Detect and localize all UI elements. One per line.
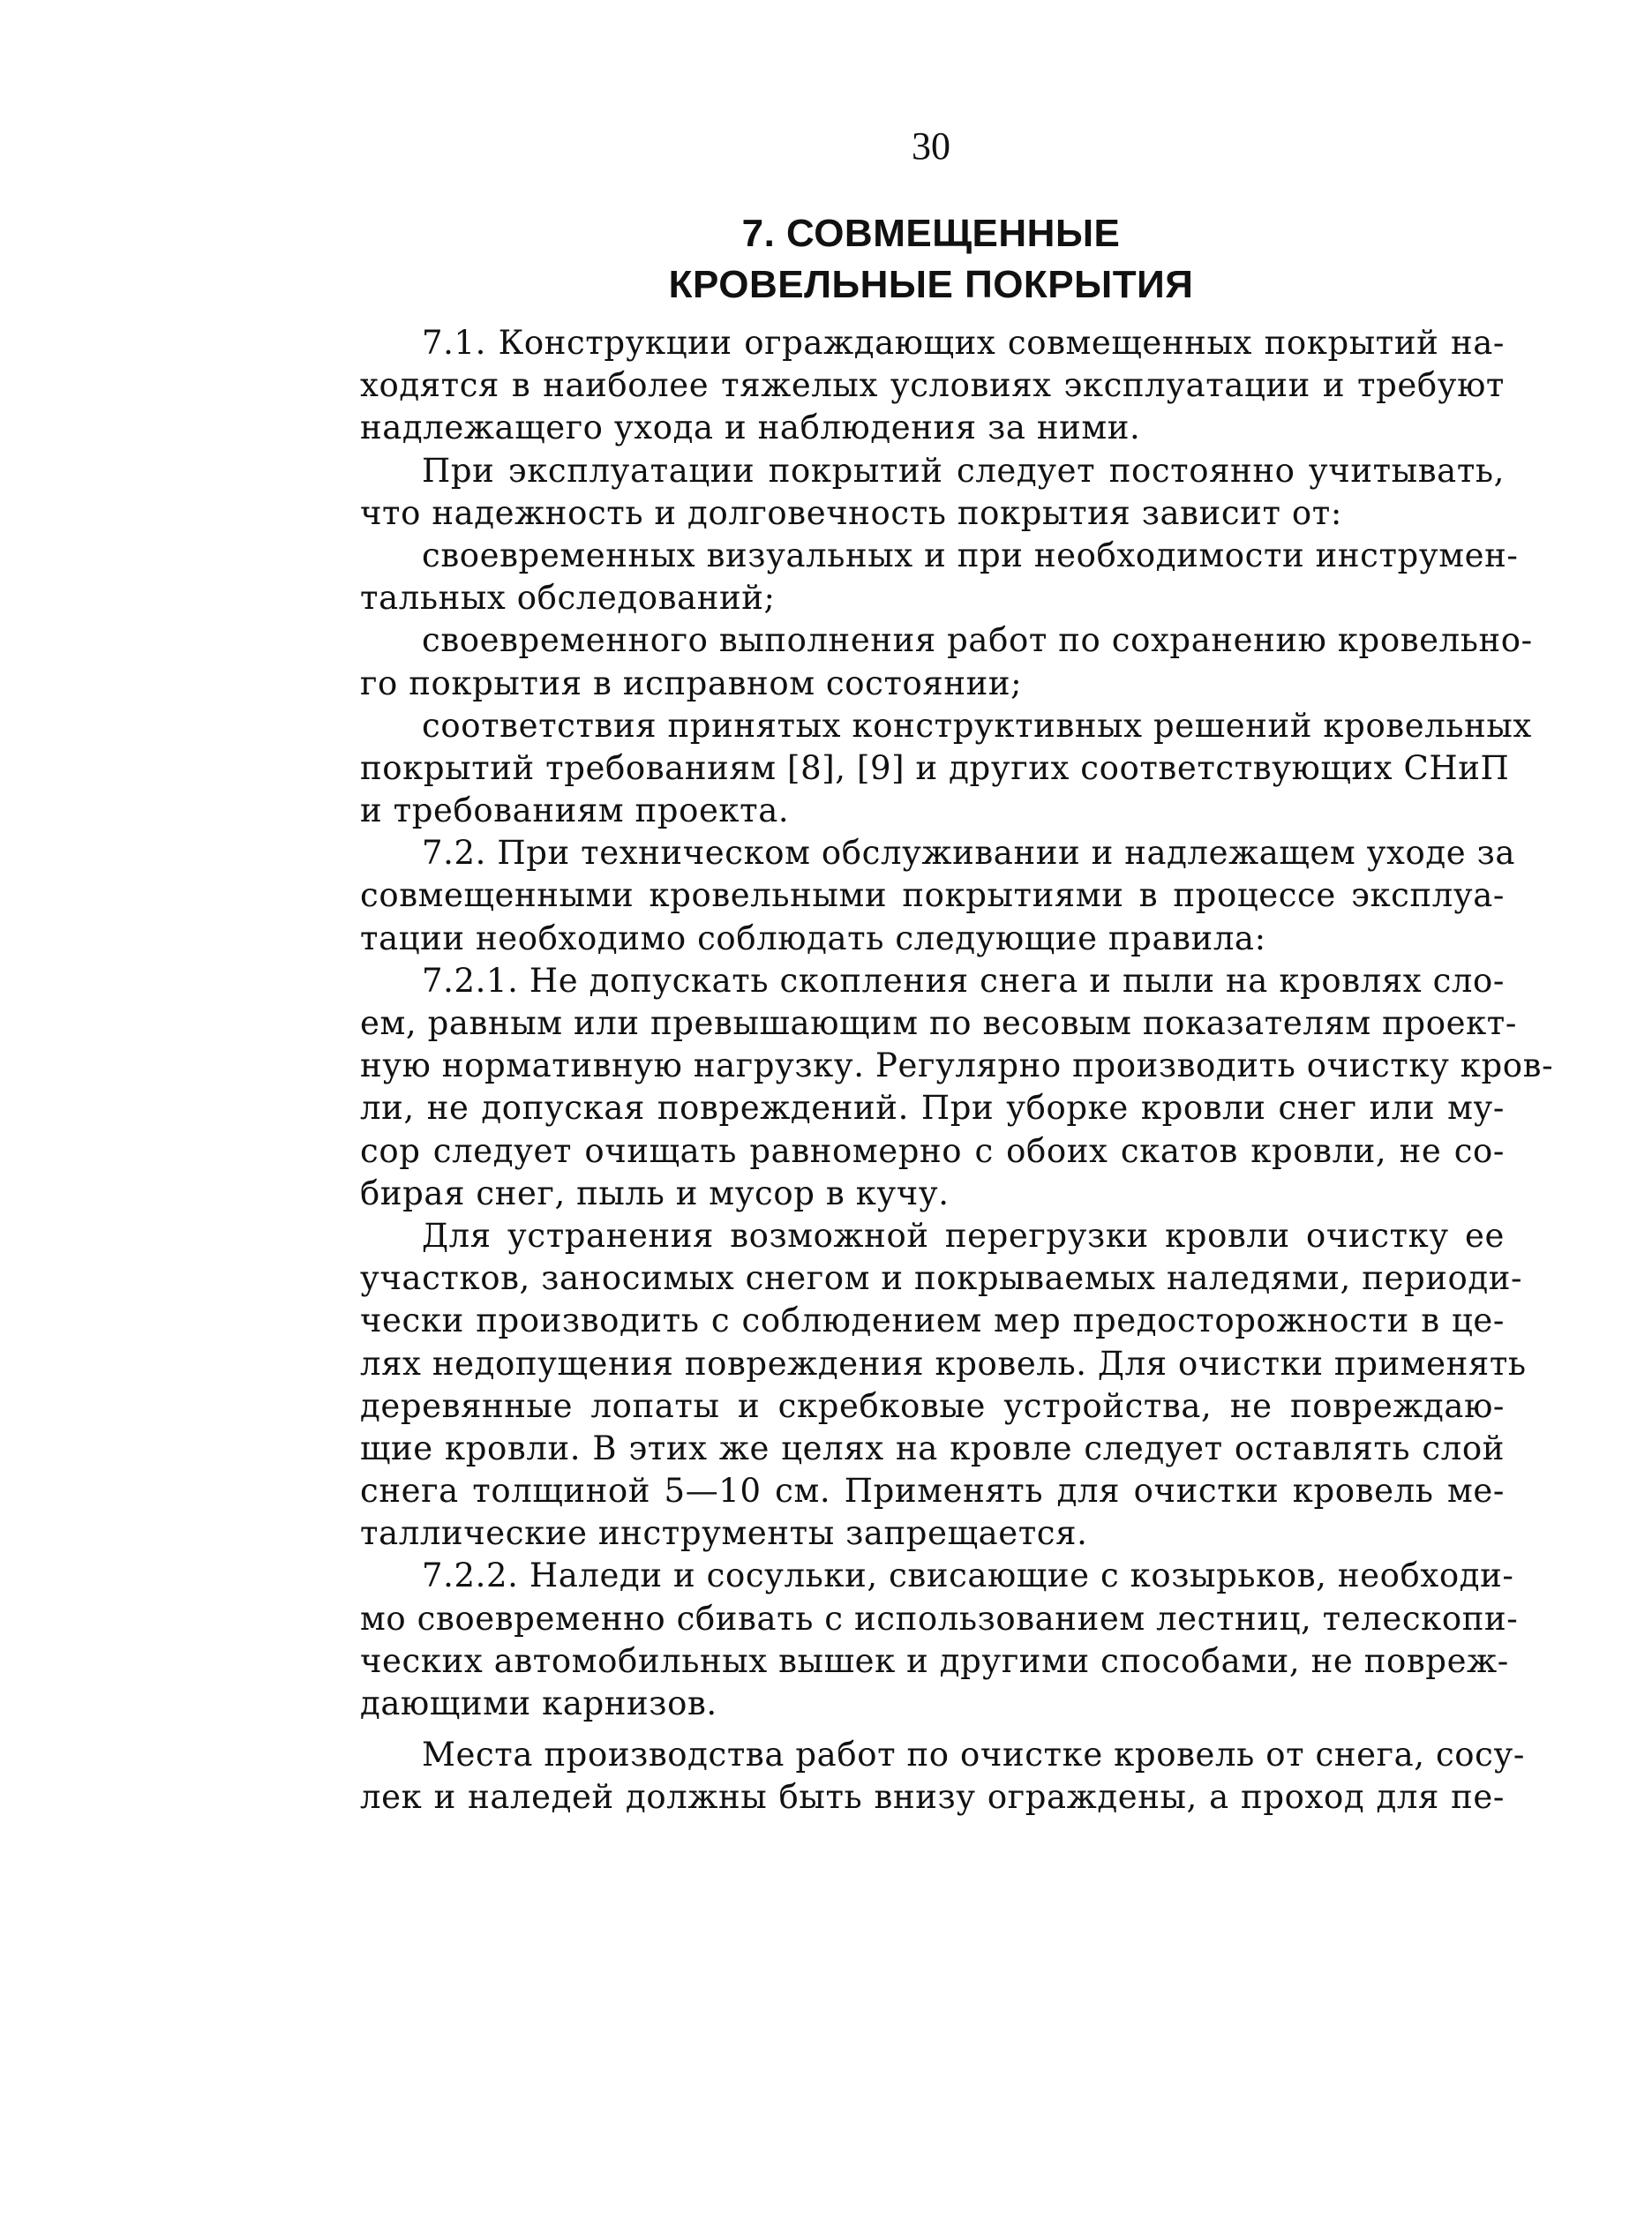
text-line: 7.2.1. Не допускать скопления снега и пыли на кровлях сло-	[422, 961, 1505, 1000]
text-line: что надежность и долговечность покрытия зависит от:	[360, 493, 1342, 532]
text-line: снега толщиной 5—10 см. Применять для очистки кровель ме-	[360, 1472, 1505, 1511]
text-line: 7.2.2. Наледи и сосульки, свисающие с козырьков, необходи-	[422, 1557, 1514, 1595]
text-line: участков, заносимых снегом и покрываемых наледями, периоди-	[360, 1259, 1523, 1298]
text-line: покрытий требованиям [8], [9] и других соответствующих СНиП	[360, 748, 1510, 787]
text-line: таллические инструменты запрещается.	[360, 1514, 1088, 1553]
text-line: дающими карнизов.	[360, 1684, 717, 1722]
text-line: При эксплуатации покрытий следует постоянно учитывать,	[422, 451, 1505, 490]
text-line: деревянные лопаты и скребковые устройства, не повреждаю-	[360, 1386, 1505, 1425]
page-number: 30	[912, 124, 950, 168]
heading-line-1: 7. СОВМЕЩЕННЫЕ	[741, 212, 1121, 255]
text-line: сор следует очищать равномерно с обоих скатов кровли, не со-	[360, 1131, 1505, 1170]
text-line: лях недопущения повреждения кровель. Для очистки применять	[360, 1344, 1527, 1383]
text-line: надлежащего ухода и наблюдения за ними.	[360, 409, 1141, 447]
text-line: мо своевременно сбивать с использованием лестниц, телескопи-	[360, 1599, 1519, 1638]
text-line: соответствия принятых конструктивных решений кровельных	[422, 706, 1532, 745]
text-line: своевременного выполнения работ по сохранению кровельно-	[422, 621, 1533, 660]
text-line: щие кровли. В этих же целях на кровле следует оставлять слой	[360, 1429, 1505, 1467]
text-line: тации необходимо соблюдать следующие правила:	[360, 919, 1266, 957]
heading-line-2: КРОВЕЛЬНЫЕ ПОКРЫТИЯ	[668, 263, 1194, 306]
section-heading	[0, 208, 1652, 311]
text-line: чески производить с соблюдением мер предосторожности в це-	[360, 1302, 1505, 1340]
text-line: и требованиям проекта.	[360, 791, 790, 830]
text-line: ходятся в наиболее тяжелых условиях эксплуатации и требуют	[360, 366, 1505, 405]
text-line: лек и наледей должны быть внизу ограждены, а проход для пе-	[360, 1778, 1505, 1817]
text-line: ли, не допуская повреждений. При уборке кровли снег или му-	[360, 1089, 1505, 1128]
text-line: ную нормативную нагрузку. Регулярно производить очистку кров-	[360, 1046, 1554, 1085]
text-line: тальных обследований;	[360, 579, 776, 618]
text-line: бирая снег, пыль и мусор в кучу.	[360, 1174, 950, 1212]
text-line: ем, равным или превышающим по весовым показателям проект-	[360, 1004, 1517, 1042]
text-line: своевременных визуальных и при необходимости инструмен-	[422, 536, 1519, 574]
text-line: Места производства работ по очистке кровель от снега, сосу-	[422, 1736, 1525, 1774]
text-line: Для устранения возможной перегрузки кровли очистку ее	[422, 1216, 1505, 1255]
body-text	[360, 322, 1554, 1819]
text-line: совмещенными кровельными покрытиями в процессе эксплуа-	[360, 876, 1505, 915]
text-line: ческих автомобильных вышек и другими способами, не повреж-	[360, 1641, 1509, 1680]
text-line: 7.2. При техническом обслуживании и надлежащем уходе за	[422, 834, 1516, 873]
text-line: 7.1. Конструкции ограждающих совмещенных покрытий на-	[422, 324, 1505, 362]
text-line: го покрытия в исправном состоянии;	[360, 664, 1023, 702]
paragraph-gap	[360, 1725, 1505, 1734]
